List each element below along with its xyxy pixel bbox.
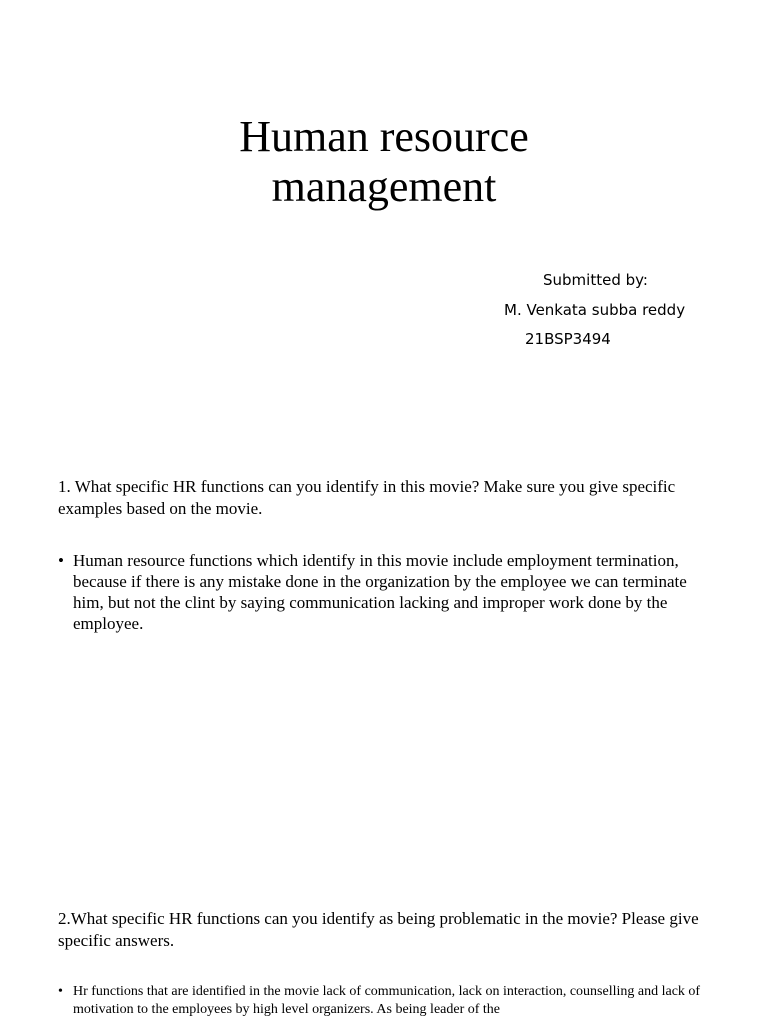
document-title	[0, 112, 768, 212]
answer-1	[58, 550, 713, 634]
title-line-2: management	[271, 162, 497, 211]
answer-1-text: Human resource functions which identify in this movie include employment termination, because if there is any mistake done in the organization by the employee we can terminate him, but not the clint by saying communication lacking and improper work done by the employee.	[73, 551, 687, 633]
bullet-icon: •	[58, 551, 64, 570]
answer-2-text: Hr functions that are identified in the movie lack of communication, lack on interaction, counselling and lack of motivation to the employees by high level organizers. As being leader of the	[73, 984, 701, 1017]
bullet-icon: •	[58, 984, 63, 999]
title-line-1: Human resource	[239, 112, 529, 161]
answer-2	[58, 983, 713, 1018]
submitter-id: 21BSP3494	[525, 330, 611, 348]
submission-block	[470, 266, 730, 355]
submitted-by-label: Submitted by:	[543, 271, 648, 289]
submitter-name: M. Venkata subba reddy	[504, 300, 686, 319]
question-1: 1. What specific HR functions can you identify in this movie? Make sure you give specific examples based on the movie.	[58, 477, 676, 518]
question-2: 2.What specific HR functions can you identify as being problematic in the movie? Please give specific answers.	[58, 909, 699, 950]
